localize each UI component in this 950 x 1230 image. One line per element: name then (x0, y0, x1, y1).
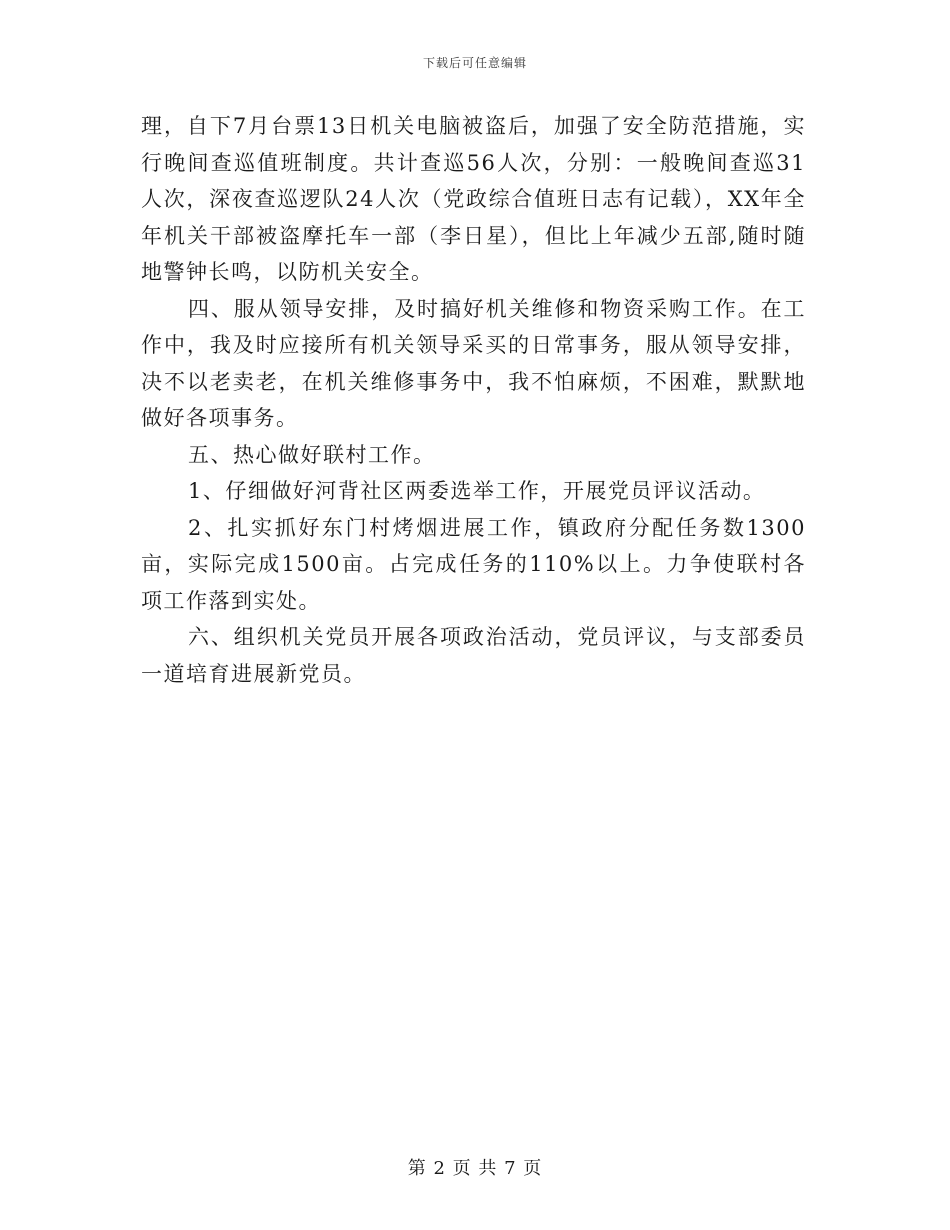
document-body (141, 108, 806, 692)
paragraph-4: 1、仔细做好河背社区两委选举工作，开展党员评议活动。 (188, 479, 766, 503)
page-header: 下载后可任意编辑 (422, 56, 527, 70)
paragraph-5: 2、扎实抓好东门村烤烟进展工作，镇政府分配任务数1300亩，实际完成1500亩。占完成任务的110%以上。力争使联村各项工作落到实处。 (141, 515, 806, 613)
page-footer (0, 1154, 950, 1180)
paragraph-1: 理，自下7月台票13日机关电脑被盗后，加强了安全防范措施，实行晚间查巡值班制度。共计查巡56人次，分别：一般晚间查巡31人次，深夜查巡逻队24人次（党政综合值班日志有记载），XX年全年机关干部被盗摩托车一部（李日星），但比上年减少五部,随时随地警钟长鸣，以防机关安全。 (141, 114, 806, 284)
paragraph-2: 四、服从领导安排，及时搞好机关维修和物资采购工作。在工作中，我及时应接所有机关领导采买的日常事务，服从领导安排，决不以老卖老，在机关维修事务中，我不怕麻烦，不困难，默默地做好各项事务。 (141, 296, 806, 430)
page-number: 第 2 页 共 7 页 (407, 1158, 543, 1179)
paragraph-3: 五、热心做好联村工作。 (188, 442, 436, 467)
paragraph-6: 六、组织机关党员开展各项政治活动，党员评议，与支部委员一道培育进展新党员。 (141, 625, 806, 686)
